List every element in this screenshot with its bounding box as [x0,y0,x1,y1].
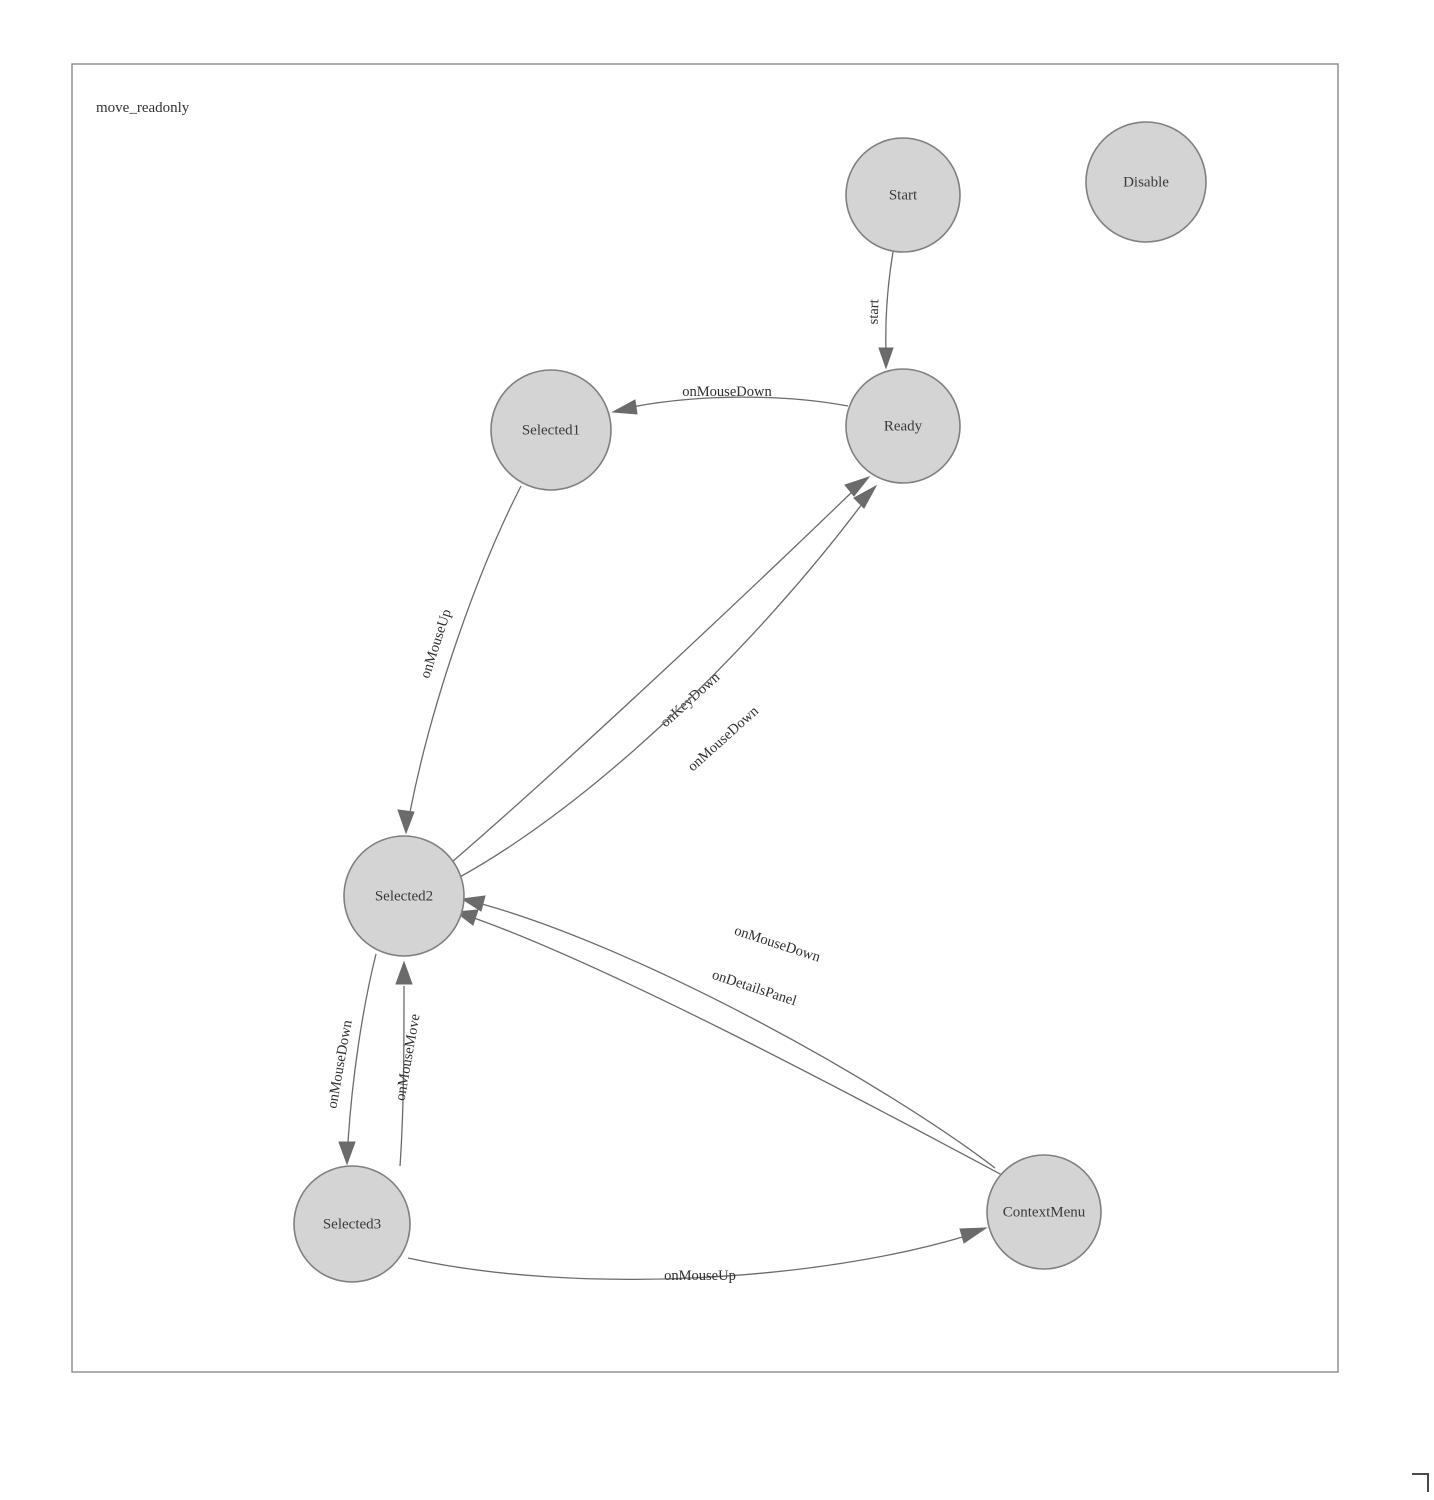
edge-label-onmouseup-1: onMouseUp [417,607,455,681]
arrowhead-selected2-selected3 [339,1142,355,1164]
edge-label-ondetailspanel: onDetailsPanel [710,967,799,1010]
edge-selected1-selected2 [398,486,521,833]
edge-start-ready [866,252,893,368]
node-selected3-label: Selected3 [322,1216,382,1233]
node-contextmenu[interactable] [987,1155,1101,1269]
edge-contextmenu-selected2-detailspanel [456,910,1004,1176]
edge-label-onkeydown: onKeyDown [657,669,724,731]
node-start[interactable] [846,138,960,252]
edge-label-onmousemove: onMouseMove [392,1012,424,1102]
arrowhead-start-ready [879,348,893,368]
edge-path-contextmenu-selected2-mousedown [482,904,995,1168]
node-ready-label: Ready [883,418,923,435]
node-contextmenu-label: ContextMenu [1002,1204,1086,1221]
edge-label-onmousedown-2: onMouseDown [684,703,762,775]
arrowhead-selected3-selected2 [396,962,412,984]
node-selected3[interactable] [294,1166,410,1282]
node-disable-label: Disable [1123,174,1169,191]
edge-path-contextmenu-selected2-detailspanel [474,918,1004,1176]
node-disable[interactable] [1086,122,1206,242]
edge-selected2-selected3 [324,954,376,1164]
edge-path-selected2-ready-keydown [452,492,852,862]
edge-label-onmousedown-4: onMouseDown [732,922,823,966]
edge-path-start-ready [886,252,893,352]
arrowhead-selected1-selected2 [398,810,414,833]
edge-ready-selected1 [613,384,848,414]
cluster-label: move_readonly [96,100,190,116]
edge-selected2-ready-keydown [452,477,869,862]
edge-label-onmouseup-2: onMouseUp [664,1268,736,1284]
node-selected2[interactable] [344,836,464,956]
node-ready[interactable] [846,369,960,483]
node-selected1-label: Selected1 [521,422,581,439]
edge-label-onmousedown-3: onMouseDown [324,1018,356,1110]
edge-selected2-ready-mousedown [458,486,876,878]
edge-label-start: start [865,299,883,325]
cluster-border [72,64,1338,1372]
corner-registration-mark [1412,1474,1428,1492]
edge-selected3-contextmenu [408,1228,986,1284]
arrowhead-selected3-contextmenu [960,1228,986,1243]
arrowhead-ready-selected1 [613,400,637,414]
edge-path-selected2-selected3 [348,954,376,1142]
node-selected1[interactable] [491,370,611,490]
arrowhead-contextmenu-selected2-mousedown [462,896,485,911]
node-selected2-label: Selected2 [374,888,434,905]
node-start-label: Start [888,187,918,204]
nodes-layer [294,122,1206,1282]
edge-label-onmousedown-1: onMouseDown [682,384,772,400]
edge-path-selected2-ready-mousedown [458,504,862,878]
edge-selected3-selected2 [393,962,424,1166]
